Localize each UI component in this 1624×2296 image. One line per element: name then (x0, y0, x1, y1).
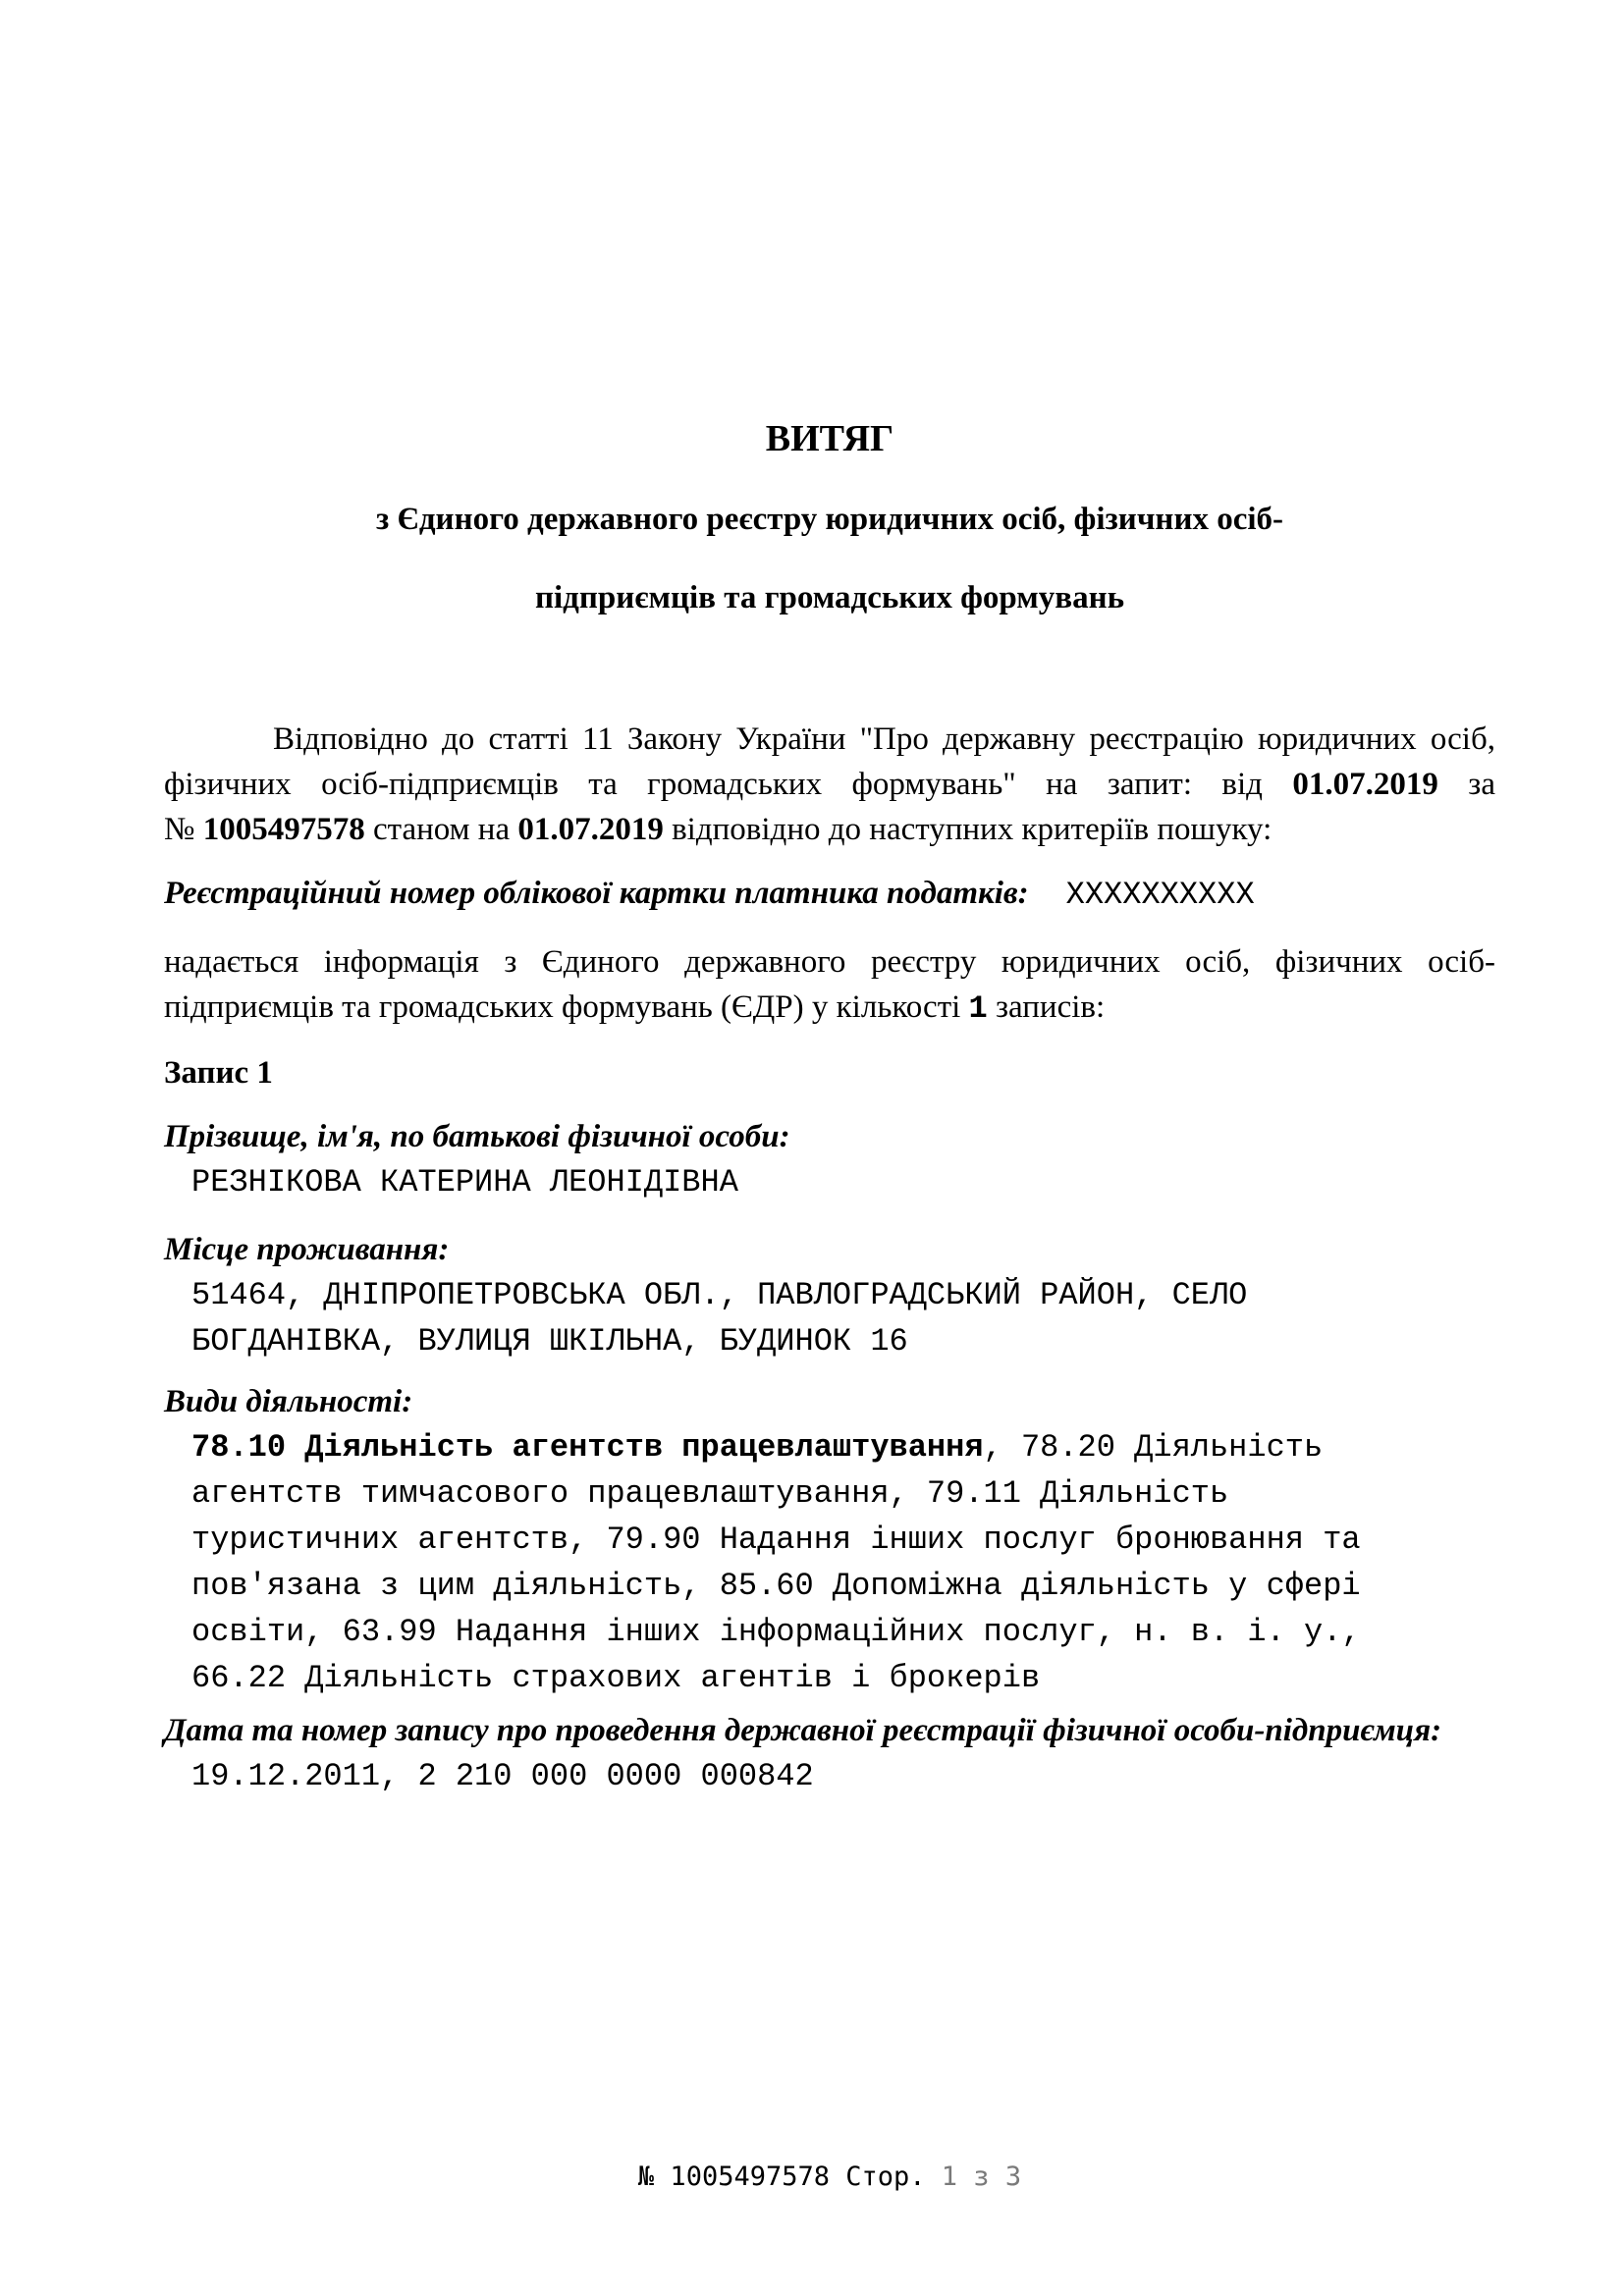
name-label: Прізвище, ім'я, по батькові фізичної особи: (164, 1119, 790, 1154)
info-line-2-text: підприємців та громадських формувань (ЄДР) у кількості (164, 989, 969, 1025)
document-subtitle (164, 480, 1495, 637)
name-value: РЕЗНІКОВА КАТЕРИНА ЛЕОНІДІВНА (191, 1164, 738, 1201)
record-count: 1 (968, 990, 988, 1027)
info-line-2 (164, 985, 1495, 1032)
registration-label: Дата та номер запису про проведення державної реєстрації фізичної особи-підприємця: (164, 1713, 1442, 1748)
info-paragraph (164, 939, 1495, 1032)
tax-number-value: XXXXXXXXXX (1065, 877, 1255, 913)
residence-line-2: БОГДАНІВКА, ВУЛИЦЯ ШКІЛЬНА, БУДИНОК 16 (191, 1323, 908, 1360)
intro-line-3-tail: відповідно до наступних критеріїв пошуку: (663, 812, 1272, 847)
residence-section (164, 1227, 1495, 1364)
number-sign: № (164, 812, 203, 847)
footer-space (926, 2162, 942, 2192)
intro-line-3-mid: станом на (364, 812, 518, 847)
activities-line-1 (164, 1424, 1495, 1470)
info-line-1: надається інформація з Єдиного державного реєстру юридичних осіб, фізичних осіб- (164, 944, 1495, 980)
footer-page-indicator: 1 з 3 (941, 2162, 1022, 2192)
document-title: ВИТЯГ (765, 418, 894, 459)
registration-section (164, 1708, 1495, 1799)
primary-activity: 78.10 Діяльність агентств працевлаштування (191, 1429, 984, 1466)
activities-line-1-rest: , 78.20 Діяльність (983, 1429, 1324, 1466)
subtitle-line-1: з Єдиного державного реєстру юридичних осіб, фізичних осіб- (375, 502, 1284, 537)
activities-line-3: туристичних агентств, 79.90 Надання інших послуг бронювання та (191, 1522, 1361, 1558)
subtitle-line-2: підприємців та громадських формувань (534, 580, 1125, 615)
residence-line-1: 51464, ДНІПРОПЕТРОВСЬКА ОБЛ., ПАВЛОГРАДСЬКИЙ РАЙОН, СЕЛО (191, 1277, 1248, 1313)
request-date: 01.07.2019 (1292, 767, 1438, 802)
activities-line-4: пов'язана з цим діяльність, 85.60 Допоміжна діяльність у сфері (191, 1568, 1361, 1604)
intro-line-2 (164, 762, 1495, 807)
activities-line-5: освіти, 63.99 Надання інших інформаційних послуг, н. в. і. у., (191, 1614, 1361, 1650)
intro-line-2-text: фізичних осіб-підприємців та громадських формувань" на запит: від (164, 767, 1293, 802)
registration-value: 19.12.2011, 2 210 000 0000 000842 (191, 1758, 814, 1794)
intro-paragraph (164, 717, 1495, 852)
intro-line-3 (164, 807, 1495, 852)
activities-label: Види діяльності: (164, 1384, 413, 1419)
as-of-date: 01.07.2019 (517, 812, 664, 847)
footer-doc-number: № 1005497578 Стор. (637, 2162, 926, 2192)
request-number: 1005497578 (202, 812, 365, 847)
residence-label: Місце проживання: (164, 1232, 450, 1267)
info-line-2-tail: записів: (987, 989, 1106, 1025)
tax-number-label: Реєстраційний номер облікової картки платника податків: (164, 876, 1029, 911)
activities-line-2: агентств тимчасового працевлаштування, 79.11 Діяльність (191, 1475, 1229, 1512)
activities-line-6: 66.22 Діяльність страхових агентів і брокерів (191, 1660, 1041, 1696)
tax-number-row (164, 871, 1495, 916)
activities-section (164, 1379, 1495, 1701)
intro-line-2-tail: за (1437, 767, 1495, 802)
name-section (164, 1114, 1495, 1205)
intro-line-1: Відповідно до статті 11 Закону України "Про державну реєстрацію юридичних осіб, (273, 721, 1495, 757)
record-heading: Запис 1 (164, 1055, 273, 1091)
page-footer (164, 2163, 1495, 2192)
